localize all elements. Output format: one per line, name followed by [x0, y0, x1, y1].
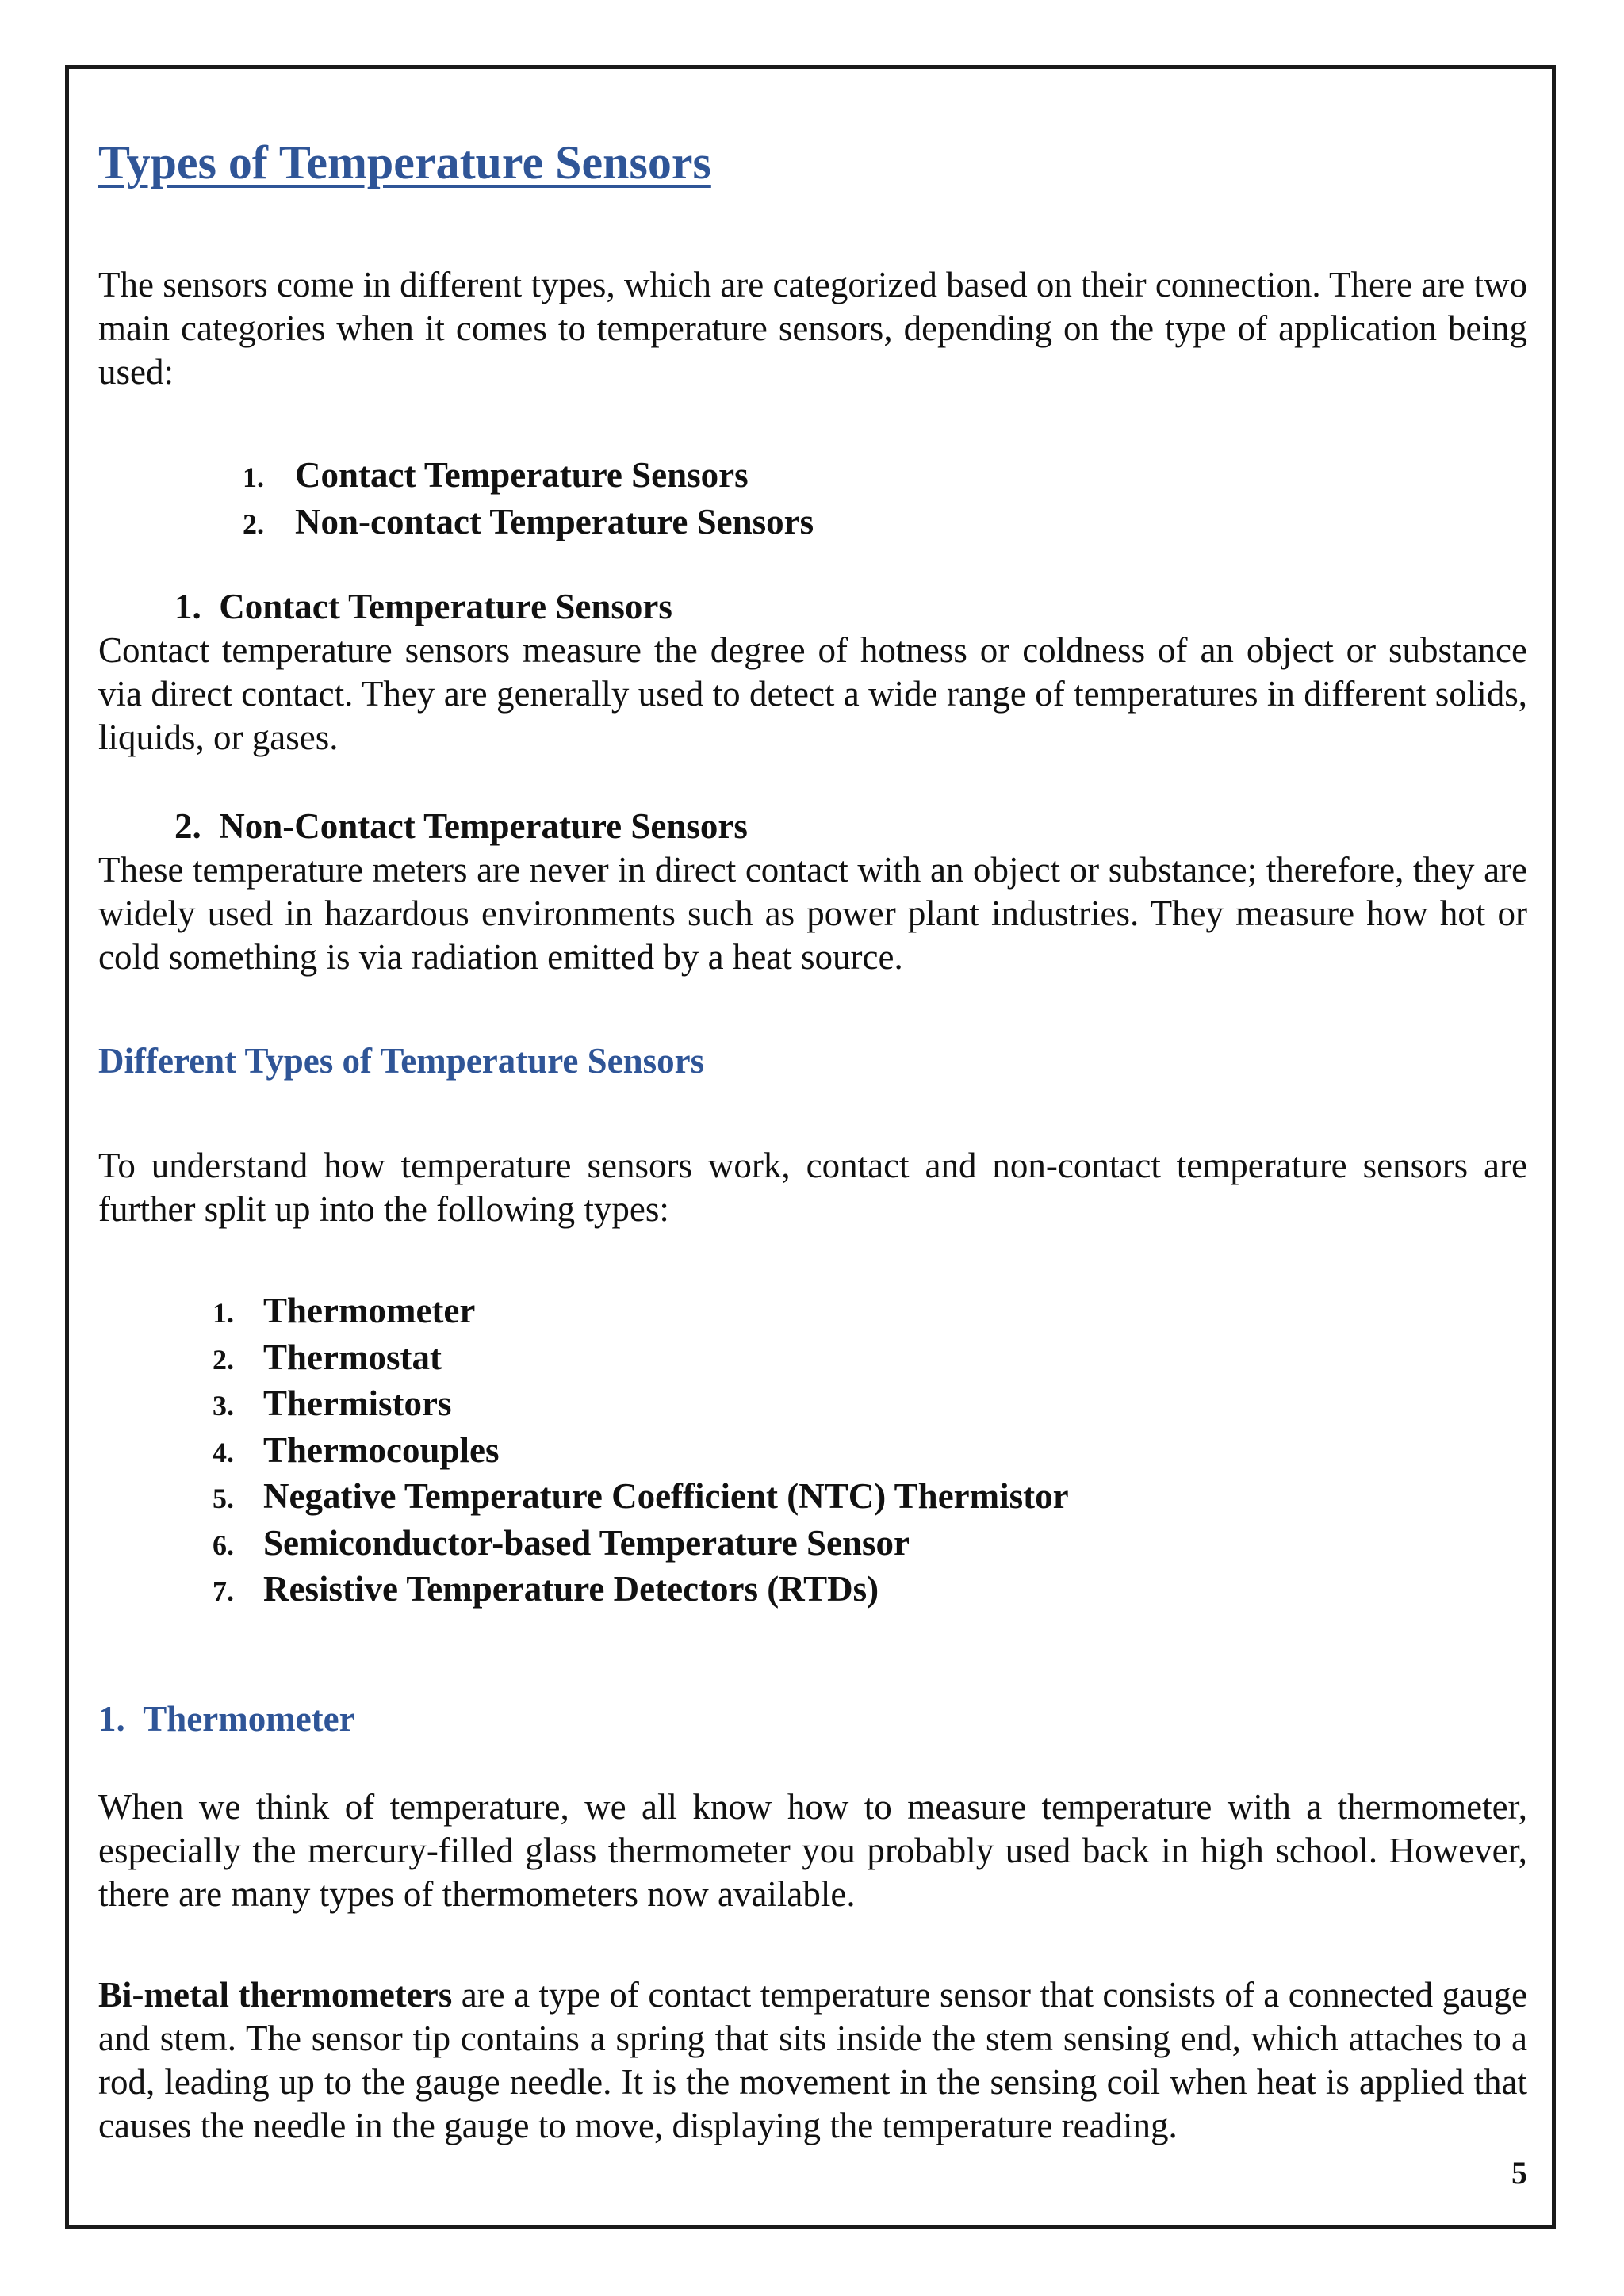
list-item: 5. Negative Temperature Coefficient (NTC) Thermistor — [213, 1476, 1069, 1516]
bimetal-paragraph — [98, 1973, 1527, 2148]
bimetal-description: are a type of contact temperature sensor that consists of a connected gauge and stem. The sensor tip contains a spring that sits inside the stem sensing end, which attaches to a rod, leading up to the gauge needle. It is the movement in the sensing coil when heat is applied that causes the needle in the gauge to move, displaying the temperature reading. — [98, 1975, 1528, 2145]
list-item: 3. Thermistors — [213, 1383, 452, 1423]
thermometer-paragraph: When we think of temperature, we all know how to measure temperature with a thermometer, especially the mercury-filled glass thermometer you probably used back in high school. However, there are many types of thermometers now available. — [98, 1787, 1527, 1914]
list-item: 1. Thermometer — [213, 1291, 476, 1330]
page-title: Types of Temperature Sensors — [98, 136, 711, 189]
category-list — [243, 453, 814, 546]
noncontact-paragraph: These temperature meters are never in direct contact with an object or substance; therefore, they are widely used in hazardous environments such as power plant industries. They measure how hot or cold something is via radiation emitted by a heat source. — [98, 850, 1527, 977]
page-number: 5 — [1511, 2155, 1527, 2191]
list-item: 4. Thermocouples — [213, 1429, 500, 1470]
list-item: 7. Resistive Temperature Detectors (RTDs) — [213, 1569, 879, 1609]
types-paragraph: To understand how temperature sensors work, contact and non-contact temperature sensors are further split up into the following types: — [98, 1146, 1527, 1229]
types-heading: Different Types of Temperature Sensors — [98, 1041, 705, 1081]
bimetal-term: Bi-metal thermometers — [98, 1975, 453, 2015]
sensor-types-list — [213, 1289, 1069, 1614]
thermometer-heading: 1. Thermometer — [98, 1699, 355, 1739]
list-item: 1. Contact Temperature Sensors — [243, 455, 749, 495]
noncontact-heading: 2. Non-Contact Temperature Sensors — [174, 806, 748, 846]
list-item: 6. Semiconductor-based Temperature Sensor — [213, 1522, 910, 1563]
list-item: 2. Non-contact Temperature Sensors — [243, 501, 814, 541]
intro-paragraph: The sensors come in different types, which are categorized based on their connection. There are two main categories when it comes to temperature sensors, depending on the type of application being used: — [98, 265, 1527, 392]
contact-paragraph: Contact temperature sensors measure the degree of hotness or coldness of an object or substance via direct contact. They are generally used to detect a wide range of temperatures in different solids, liquids, or gases. — [98, 630, 1527, 757]
list-item: 2. Thermostat — [213, 1337, 442, 1377]
contact-heading: 1. Contact Temperature Sensors — [174, 587, 672, 626]
